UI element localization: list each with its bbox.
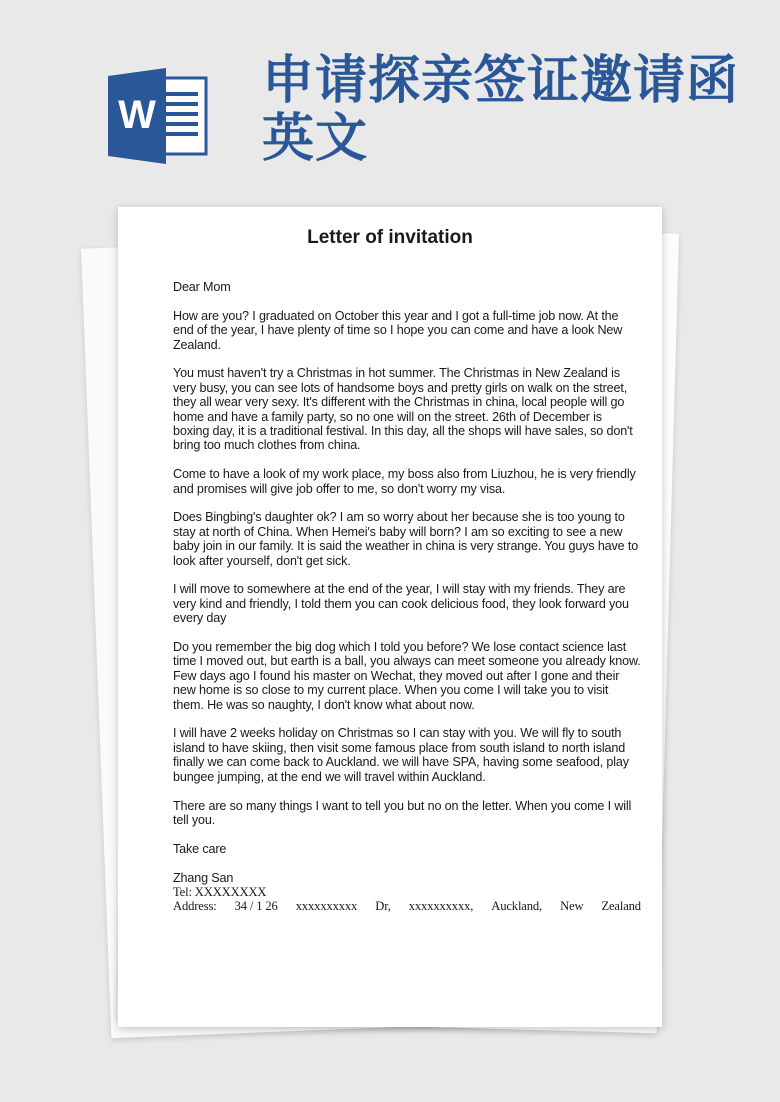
page-title: 申请探亲签证邀请函英文: [262, 51, 740, 169]
paragraph: There are so many things I want to tell you but no on the letter. When you come I will tell you.: [173, 798, 632, 827]
letter-body: [173, 280, 641, 914]
paragraph: Does Bingbing's daughter ok? I am so worry about her because she is too young to stay at north of China. When Hemei's baby will born? I am so exciting to see a new baby join in our family. It is said the weather in china is very strange. You guys have to look after yourself, don't get sick.: [173, 510, 639, 568]
word-icon-letter: W: [118, 93, 156, 137]
address-part: Auckland,: [491, 899, 543, 914]
paragraph: Do you remember the big dog which I told you before? We lose contact science last time I moved out, but earth is a ball, you always can meet someone you already know. Few days ago I found his master on Wechat, they moved out after I gone and their new home is so close to my current place. When you come I will take you to visit them. He was so naughty, I don't know what about now.: [173, 640, 641, 712]
paragraph: Come to have a look of my work place, my boss also from Liuzhou, he is very friendly and promises will give job offer to me, so don't worry my visa.: [173, 467, 636, 496]
paragraph: You must haven't try a Christmas in hot summer. The Christmas in New Zealand is very busy, you can see lots of handsome boys and pretty girls on walk on the street, they all wear very sexy. It's different with the Christmas in china, local people will go home and have a family party, so no one will on the street. 26th of December is boxing day, it is a traditional festival. In this day, all the shops will have sales, so don't bring too much clothes from china.: [173, 366, 633, 453]
paragraph: I will move to somewhere at the end of the year, I will stay with my friends. They are very kind and friendly, I told them you can cook delicious food, they look forward you every day: [173, 582, 629, 626]
paragraph: I will have 2 weeks holiday on Christmas so I can stay with you. We will fly to south island to have skiing, then visit some famous place from south island to north island finally we can come back to Auckland. we will have SPA, having some seafood, play bungee jumping, at the end we will travel within Auckland.: [173, 726, 629, 784]
address: [173, 899, 641, 913]
address-part: Dr,: [375, 899, 391, 914]
address-part: New: [560, 899, 584, 914]
page-header: [0, 0, 780, 200]
closing: Take care: [173, 841, 227, 856]
signature-name: Zhang San: [173, 870, 234, 885]
salutation: Dear Mom: [173, 280, 231, 294]
telephone: Tel: XXXXXXXX: [173, 884, 267, 899]
address-part: Zealand: [601, 899, 641, 914]
address-part: 34 / 1 26: [234, 899, 278, 914]
paragraph: How are you? I graduated on October this year and I got a full-time job now. At the end of the year, I have plenty of time so I hope you can come and have a look New Zealand.: [173, 308, 623, 352]
letter-title: Letter of invitation: [307, 227, 473, 248]
letter-sheet: [118, 207, 662, 1027]
word-document-icon: [108, 68, 208, 164]
address-part: Address:: [173, 899, 217, 914]
address-part: xxxxxxxxxx,: [408, 899, 474, 914]
address-part: xxxxxxxxxx: [295, 899, 358, 914]
